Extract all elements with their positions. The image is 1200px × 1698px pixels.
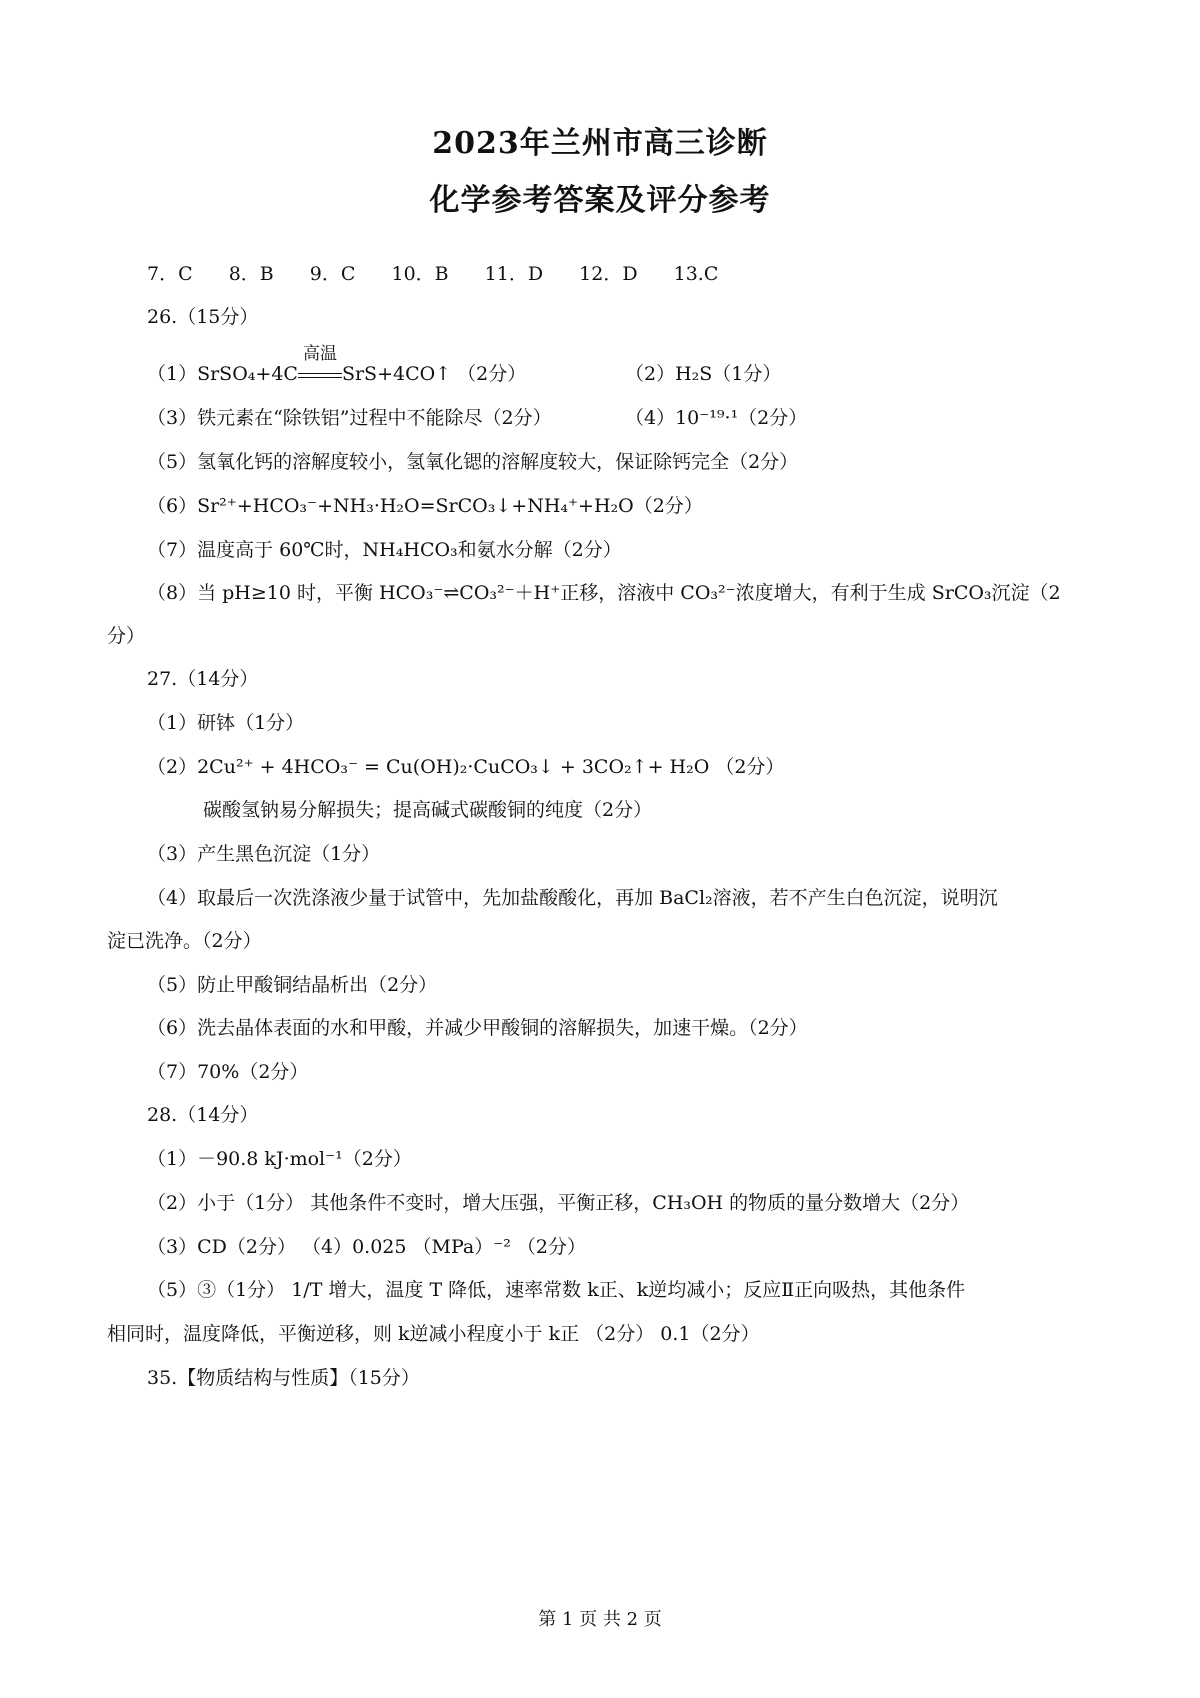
q27-answer-6: （6）洗去晶体表面的水和甲酸，并减少甲酸铜的溶解损失，加速干燥。（2分）	[147, 1017, 808, 1039]
q26-answer-7: （7）温度高于 60℃时，NH₄HCO₃和氨水分解（2分）	[147, 539, 622, 561]
mc-answer-10: 10．B	[391, 263, 449, 285]
q28-answer-2: （2）小于（1分） 其他条件不变时，增大压强，平衡正移，CH₃OH 的物质的量分数增大（2分）	[147, 1192, 970, 1214]
q27-answer-1: （1）研钵（1分）	[147, 712, 305, 734]
q27-answer-2-note: 碳酸氢钠易分解损失；提高碱式碳酸铜的纯度（2分）	[203, 799, 653, 821]
document-subtitle: 化学参考答案及评分参考	[429, 183, 771, 218]
q26-answer-6: （6）Sr²⁺+HCO₃⁻+NH₃·H₂O=SrCO₃↓+NH₄⁺+H₂O（2分）	[147, 495, 703, 517]
multiple-choice-answers	[147, 262, 748, 286]
q27-answer-3: （3）产生黑色沉淀（1分）	[147, 843, 381, 865]
q28-heading: 28.（14分）	[147, 1104, 259, 1126]
q28-answer-3-4: （3）CD（2分） （4）0.025 （MPa）⁻² （2分）	[147, 1236, 586, 1258]
reaction-condition-label: 高温	[302, 344, 337, 364]
mc-answer-9: 9．C	[309, 263, 356, 285]
q26-equation-products: SrS+4CO↑ （2分）	[341, 363, 527, 385]
mc-answer-7: 7．C	[147, 263, 193, 285]
mc-answer-8: 8．B	[228, 263, 274, 285]
q27-answer-5: （5）防止甲酸铜结晶析出（2分）	[147, 974, 438, 996]
q26-answer-4: （4）10⁻¹⁹·¹（2分）	[625, 407, 808, 429]
document-title: 2023年兰州市高三诊断	[432, 126, 768, 161]
q27-heading: 27.（14分）	[147, 668, 259, 690]
equals-bar	[298, 373, 342, 378]
q26-answer-8: （8）当 pH≥10 时，平衡 HCO₃⁻⇌CO₃²⁻＋H⁺正移，溶液中 CO₃²⁻浓度增大，有利于生成 SrCO₃沉淀（2	[147, 582, 1061, 604]
mc-answer-13: 13.C	[673, 263, 719, 285]
q35-heading: 35.【物质结构与性质】（15分）	[147, 1367, 420, 1389]
mc-answer-11: 11．D	[484, 263, 544, 285]
q27-answer-4: （4）取最后一次洗涤液少量于试管中，先加盐酸酸化，再加 BaCl₂溶液，若不产生白色沉淀，说明沉	[147, 887, 998, 909]
q26-answer-5: （5）氢氧化钙的溶解度较小，氢氧化锶的溶解度较大，保证除钙完全（2分）	[147, 451, 799, 473]
q26-answer-8-cont: 分）	[107, 625, 146, 647]
q26-answer-3: （3）铁元素在“除铁铝”过程中不能除尽（2分）	[147, 407, 552, 429]
reaction-condition	[298, 344, 342, 386]
q27-answer-7: （7）70%（2分）	[147, 1061, 309, 1083]
q26-equation-reactants: （1）SrSO₄+4C	[147, 363, 298, 385]
q28-answer-1: （1）－90.8 kJ·mol⁻¹（2分）	[147, 1148, 412, 1170]
q27-answer-2: （2）2Cu²⁺ + 4HCO₃⁻ = Cu(OH)₂·CuCO₃↓ + 3CO₂↑+ H₂O （2分）	[147, 756, 785, 778]
page-footer: 第 1 页 共 2 页	[538, 1609, 662, 1630]
q26-answer-1	[147, 344, 527, 386]
q26-heading: 26.（15分）	[147, 306, 259, 328]
mc-answer-12: 12．D	[579, 263, 638, 285]
q26-answer-2: （2）H₂S（1分）	[625, 363, 782, 385]
q27-answer-4-cont: 淀已洗净。（2分）	[107, 930, 262, 952]
q28-answer-5: （5）③（1分） 1/T 增大，温度 T 降低，速率常数 k正、k逆均减小；反应Ⅱ正向吸热，其他条件	[147, 1279, 966, 1301]
q28-answer-5-cont: 相同时，温度降低，平衡逆移，则 k逆减小程度小于 k正 （2分） 0.1（2分）	[107, 1323, 760, 1345]
